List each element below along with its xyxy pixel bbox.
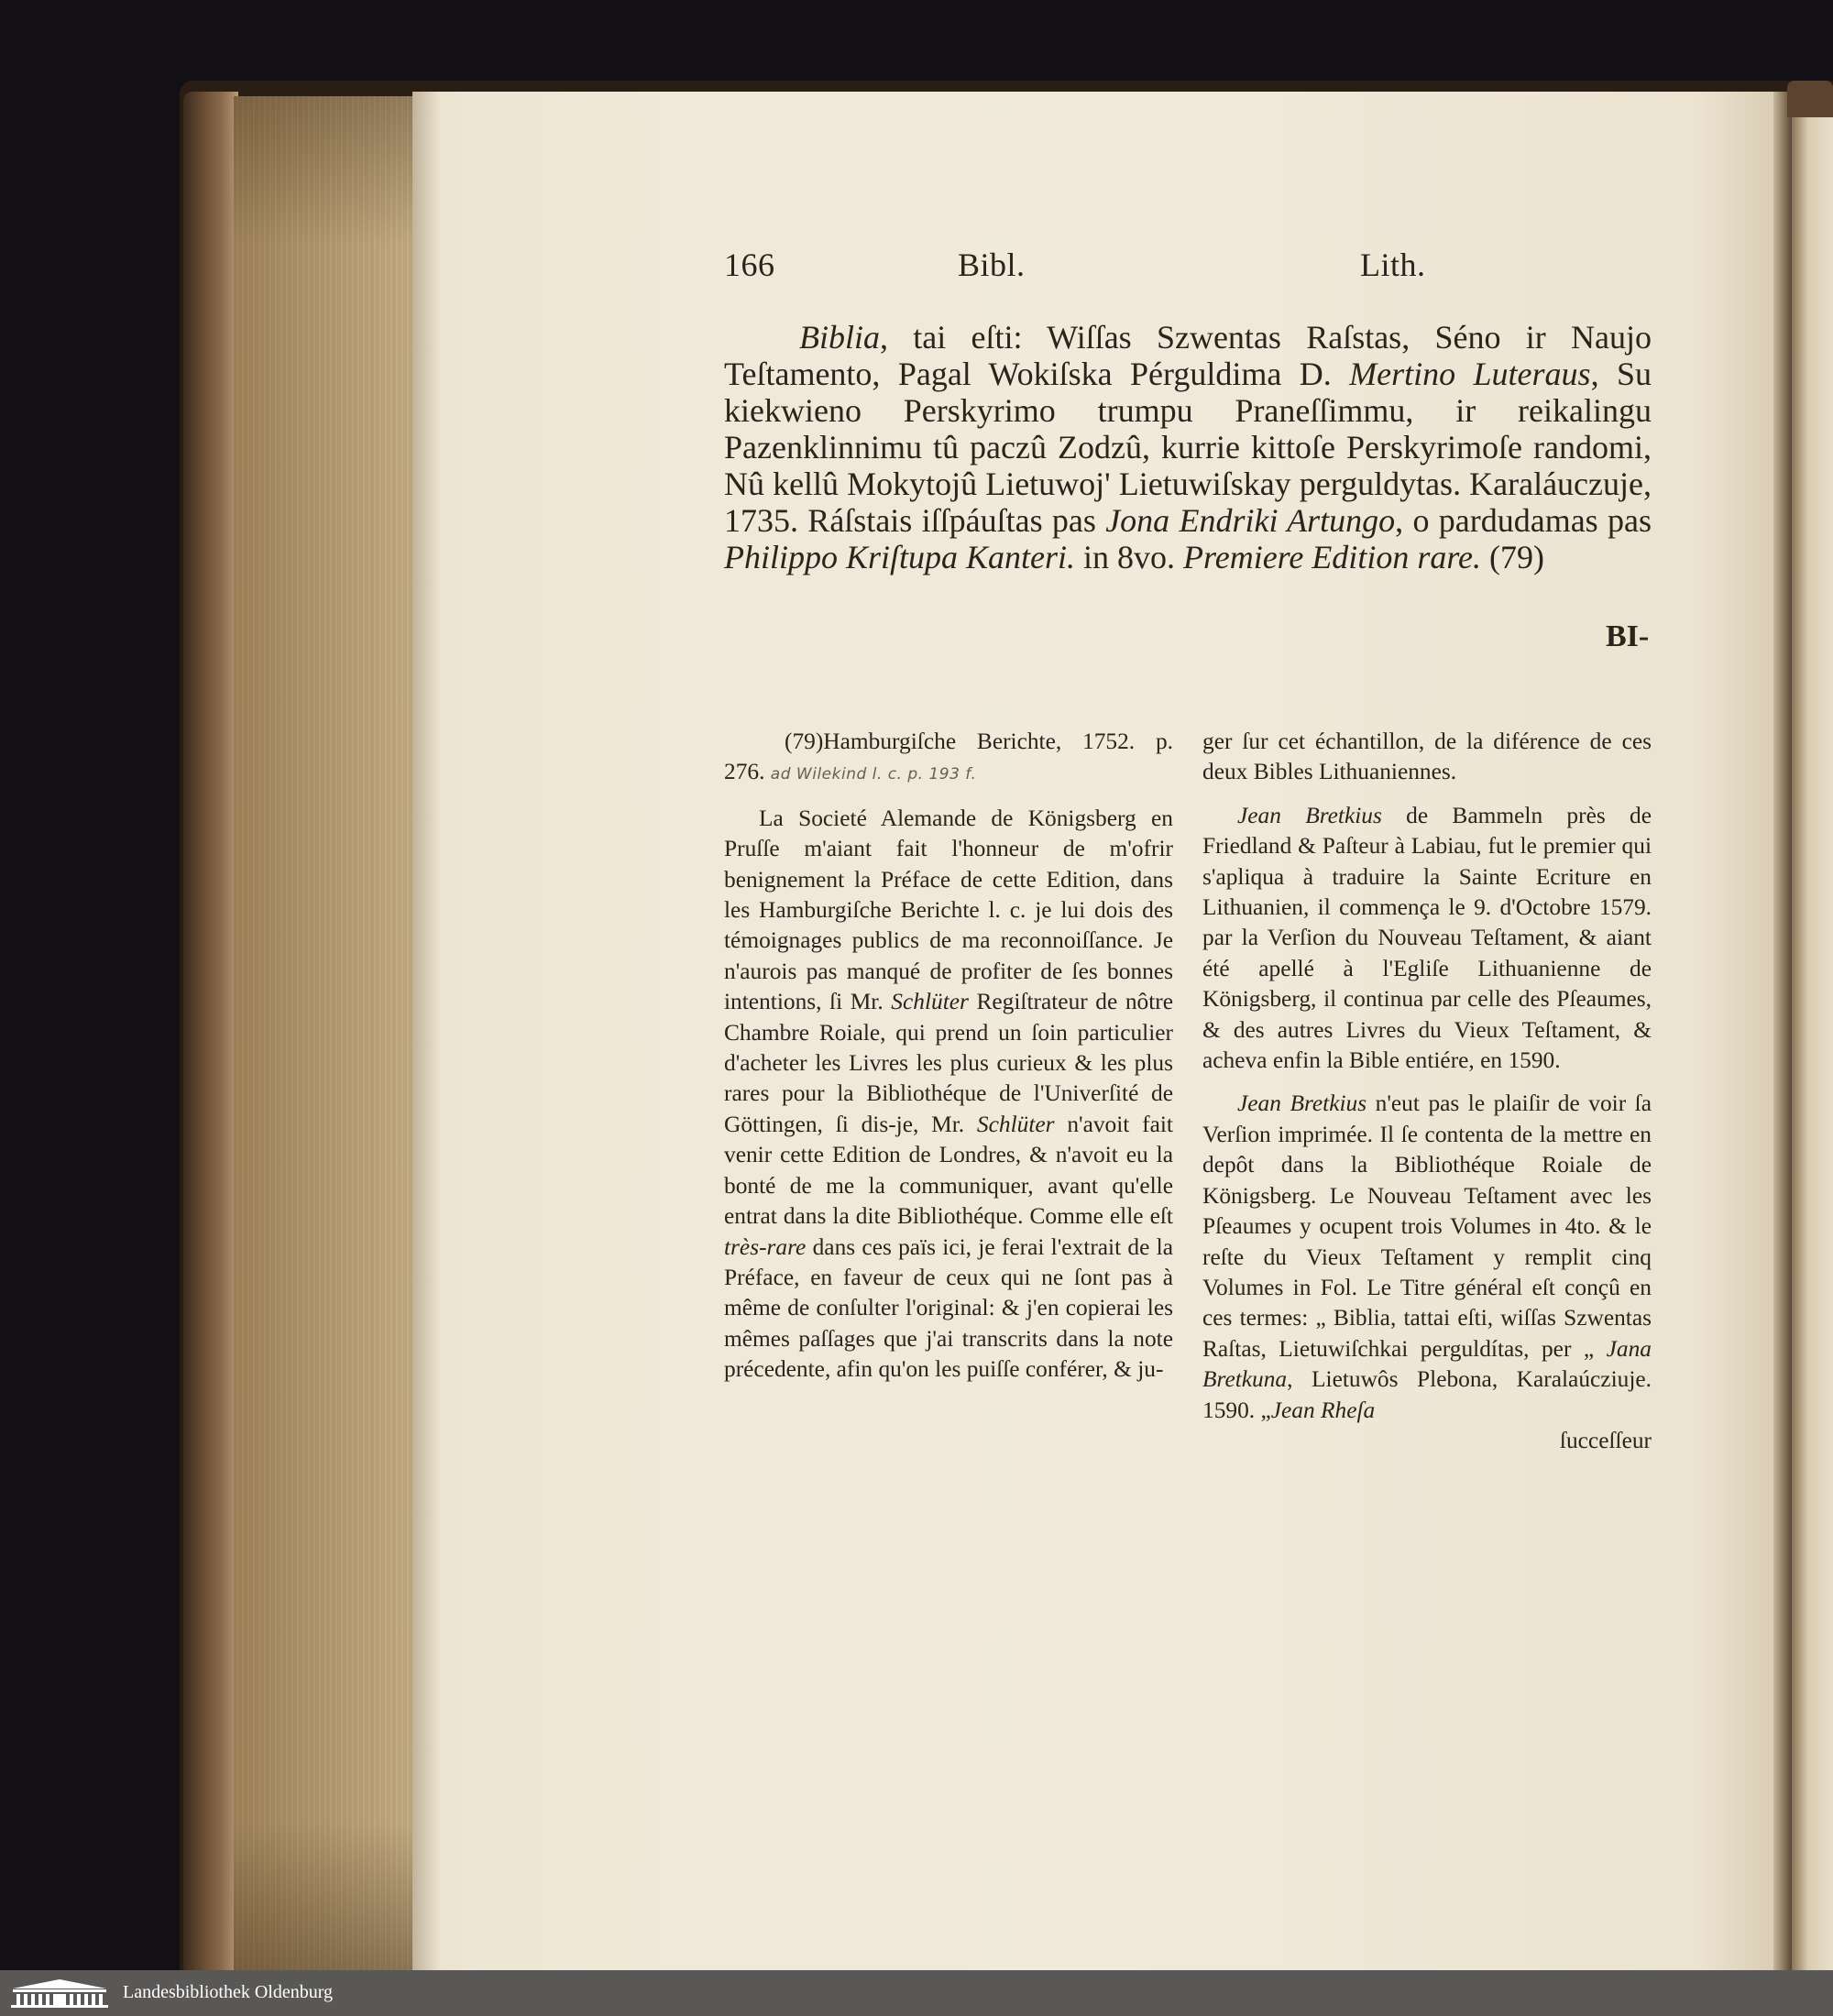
handwritten-annotation: ad Wilekind l. c. p. 193 f. <box>770 765 977 784</box>
footnote-paragraph <box>1202 801 1652 1077</box>
entry-text: , tai eſti: Wiſſas Szwentas Raſstas, Séno ir Naujo Teſtamento, Pagal Wokiſska Pérguldima D. <box>724 319 1652 392</box>
footnote-paragraph <box>1202 1089 1652 1425</box>
paragraph-text: La Societé Alemande de Königsberg en Pruſſe m'aiant fait l'honneur de m'ofrir benignement la Préface de cette Edition, dans les Hamburgiſche Berichte l. c. je lui dois des témoignages publics de ma reconnoiſſance. Je n'aurois pas manqué de profiter de ſes bonnes intentions, ſi Mr. <box>724 805 1173 1015</box>
facing-page-edge <box>1792 105 1833 1970</box>
catchword-footnote: ſucceſſeur <box>1559 1427 1652 1453</box>
footnote-citation: (79)Hamburgiſche Berichte, 1752. p. 276. <box>724 729 1173 785</box>
person-name: Schlüter <box>891 989 969 1015</box>
person-name: Jean Rheſa <box>1270 1397 1376 1423</box>
bibliographic-entry <box>724 319 1652 575</box>
emphasis-text: très-rare <box>724 1233 807 1260</box>
entry-note-ref: (79) <box>1480 539 1544 575</box>
footnote-right-column <box>1202 727 1652 1456</box>
page-number: 166 <box>724 247 775 283</box>
paragraph-text: de Bammeln près de Friedland & Paſteur à Labiau, fut le premier qui s'apliqua à traduire la Sainte Ecriture en Lithuanien, il commença le 9. d'Octobre 1579. par la Verſion du Nouveau Teſtament, & aiant été apellé à l'Egliſe Lithuanienne de Königsberg, il continua par celle des Pſeaumes, & des autres Livres du Vieux Teſtament, & acheva enfin la Bible entiére, en 1590. <box>1202 802 1652 1074</box>
paragraph-text: n'avoit fait venir cette Edition de Londres, & n'avoit eu la bonté de me la communiquer, avant qu'elle entrat dans la dite Bibliothéque. Comme elle eſt <box>724 1111 1173 1230</box>
person-name: Jean Bretkius <box>1237 802 1382 828</box>
entry-printer: Jona Endriki Artungo <box>1105 502 1396 539</box>
spine-top <box>1787 81 1833 117</box>
entry-format: in 8vo. <box>1075 539 1184 575</box>
person-name: Schlüter <box>976 1111 1055 1137</box>
entry-seller: Philippo Kriſtupa Kanteri. <box>724 539 1076 575</box>
person-name: Jean Bretkius <box>1237 1090 1367 1117</box>
catchword: BI- <box>1606 619 1650 653</box>
entry-title: Biblia <box>799 319 880 356</box>
footer-bar <box>0 1970 1833 2016</box>
library-building-logo-icon[interactable] <box>9 1978 110 2009</box>
footnote-heading <box>724 727 1173 791</box>
page-stack-edge <box>234 96 417 1970</box>
entry-author: Mertino Luteraus <box>1349 356 1591 392</box>
footnote-left-column <box>724 727 1173 1386</box>
entry-text: , Su kiekwieno Perskyrimo trumpu Praneſſimmu, ir reikalingu Pazenklinnimu tû paczû Zodzû, kurrie kittoſe Perskyrimoſe randomi, Nû kellû Mokytojû Lietuwoj' Lietuwiſskay perguldytas. Karaláuczuje, 1735. Ráſstais iſſpáuſtas pas <box>724 356 1652 539</box>
footnote-paragraph <box>724 804 1173 1386</box>
entry-text: , o pardudamas pas <box>1395 502 1652 539</box>
entry-remark: Premiere Edition rare. <box>1183 539 1481 575</box>
footnote-continuation: ger ſur cet échantillon, de la diférence de ces deux Bibles Lithuaniennes. <box>1202 729 1652 785</box>
paragraph-text: dans ces païs ici, je ferai l'extrait de la Préface, en faveur de ceux qui ne ſont pas à même de conſulter l'original: & j'en copierai les mêmes paſſages que j'ai transcrits dans la note précedente, afin qu'on les puiſſe conférer, & ju- <box>724 1233 1173 1383</box>
page-gutter <box>1773 92 1792 1970</box>
paragraph-text: n'eut pas le plaiſir de voir ſa Verſion imprimée. Il ſe contenta de la mettre en depôt dans la Bibliothéque Roiale de Königsberg. Le Nouveau Teſtament avec les Pſeaumes y ocupent trois Volumes in 4to. & le reſte du Vieux Teſtament y remplit cinq Volumes in Fol. Le Titre général eſt conçû en ces termes: „ Biblia, tattai eſti, wiſſas Szwentas Raſtas, Lietuwiſchkai perguldítas, per „ <box>1202 1090 1652 1362</box>
cover-edge <box>183 92 238 1970</box>
running-head-right: Lith. <box>1360 247 1426 283</box>
footer-label[interactable]: Landesbibliothek Oldenburg <box>123 1982 334 2002</box>
paragraph-text: Regiſtrateur de nôtre Chambre Roiale, qui prend un ſoin particulier d'acheter les Livres les plus curieux & les plus rares pour la Bibliothéque de l'Univerſité de Göttingen, ſi dis-je, Mr. <box>724 989 1173 1137</box>
running-head-center: Bibl. <box>958 247 1026 283</box>
paragraph-text: , Lietuwôs Plebona, Karalaúcziuje. 1590. „ <box>1202 1366 1652 1423</box>
person-name: Jana Bretkuna <box>1202 1335 1652 1393</box>
